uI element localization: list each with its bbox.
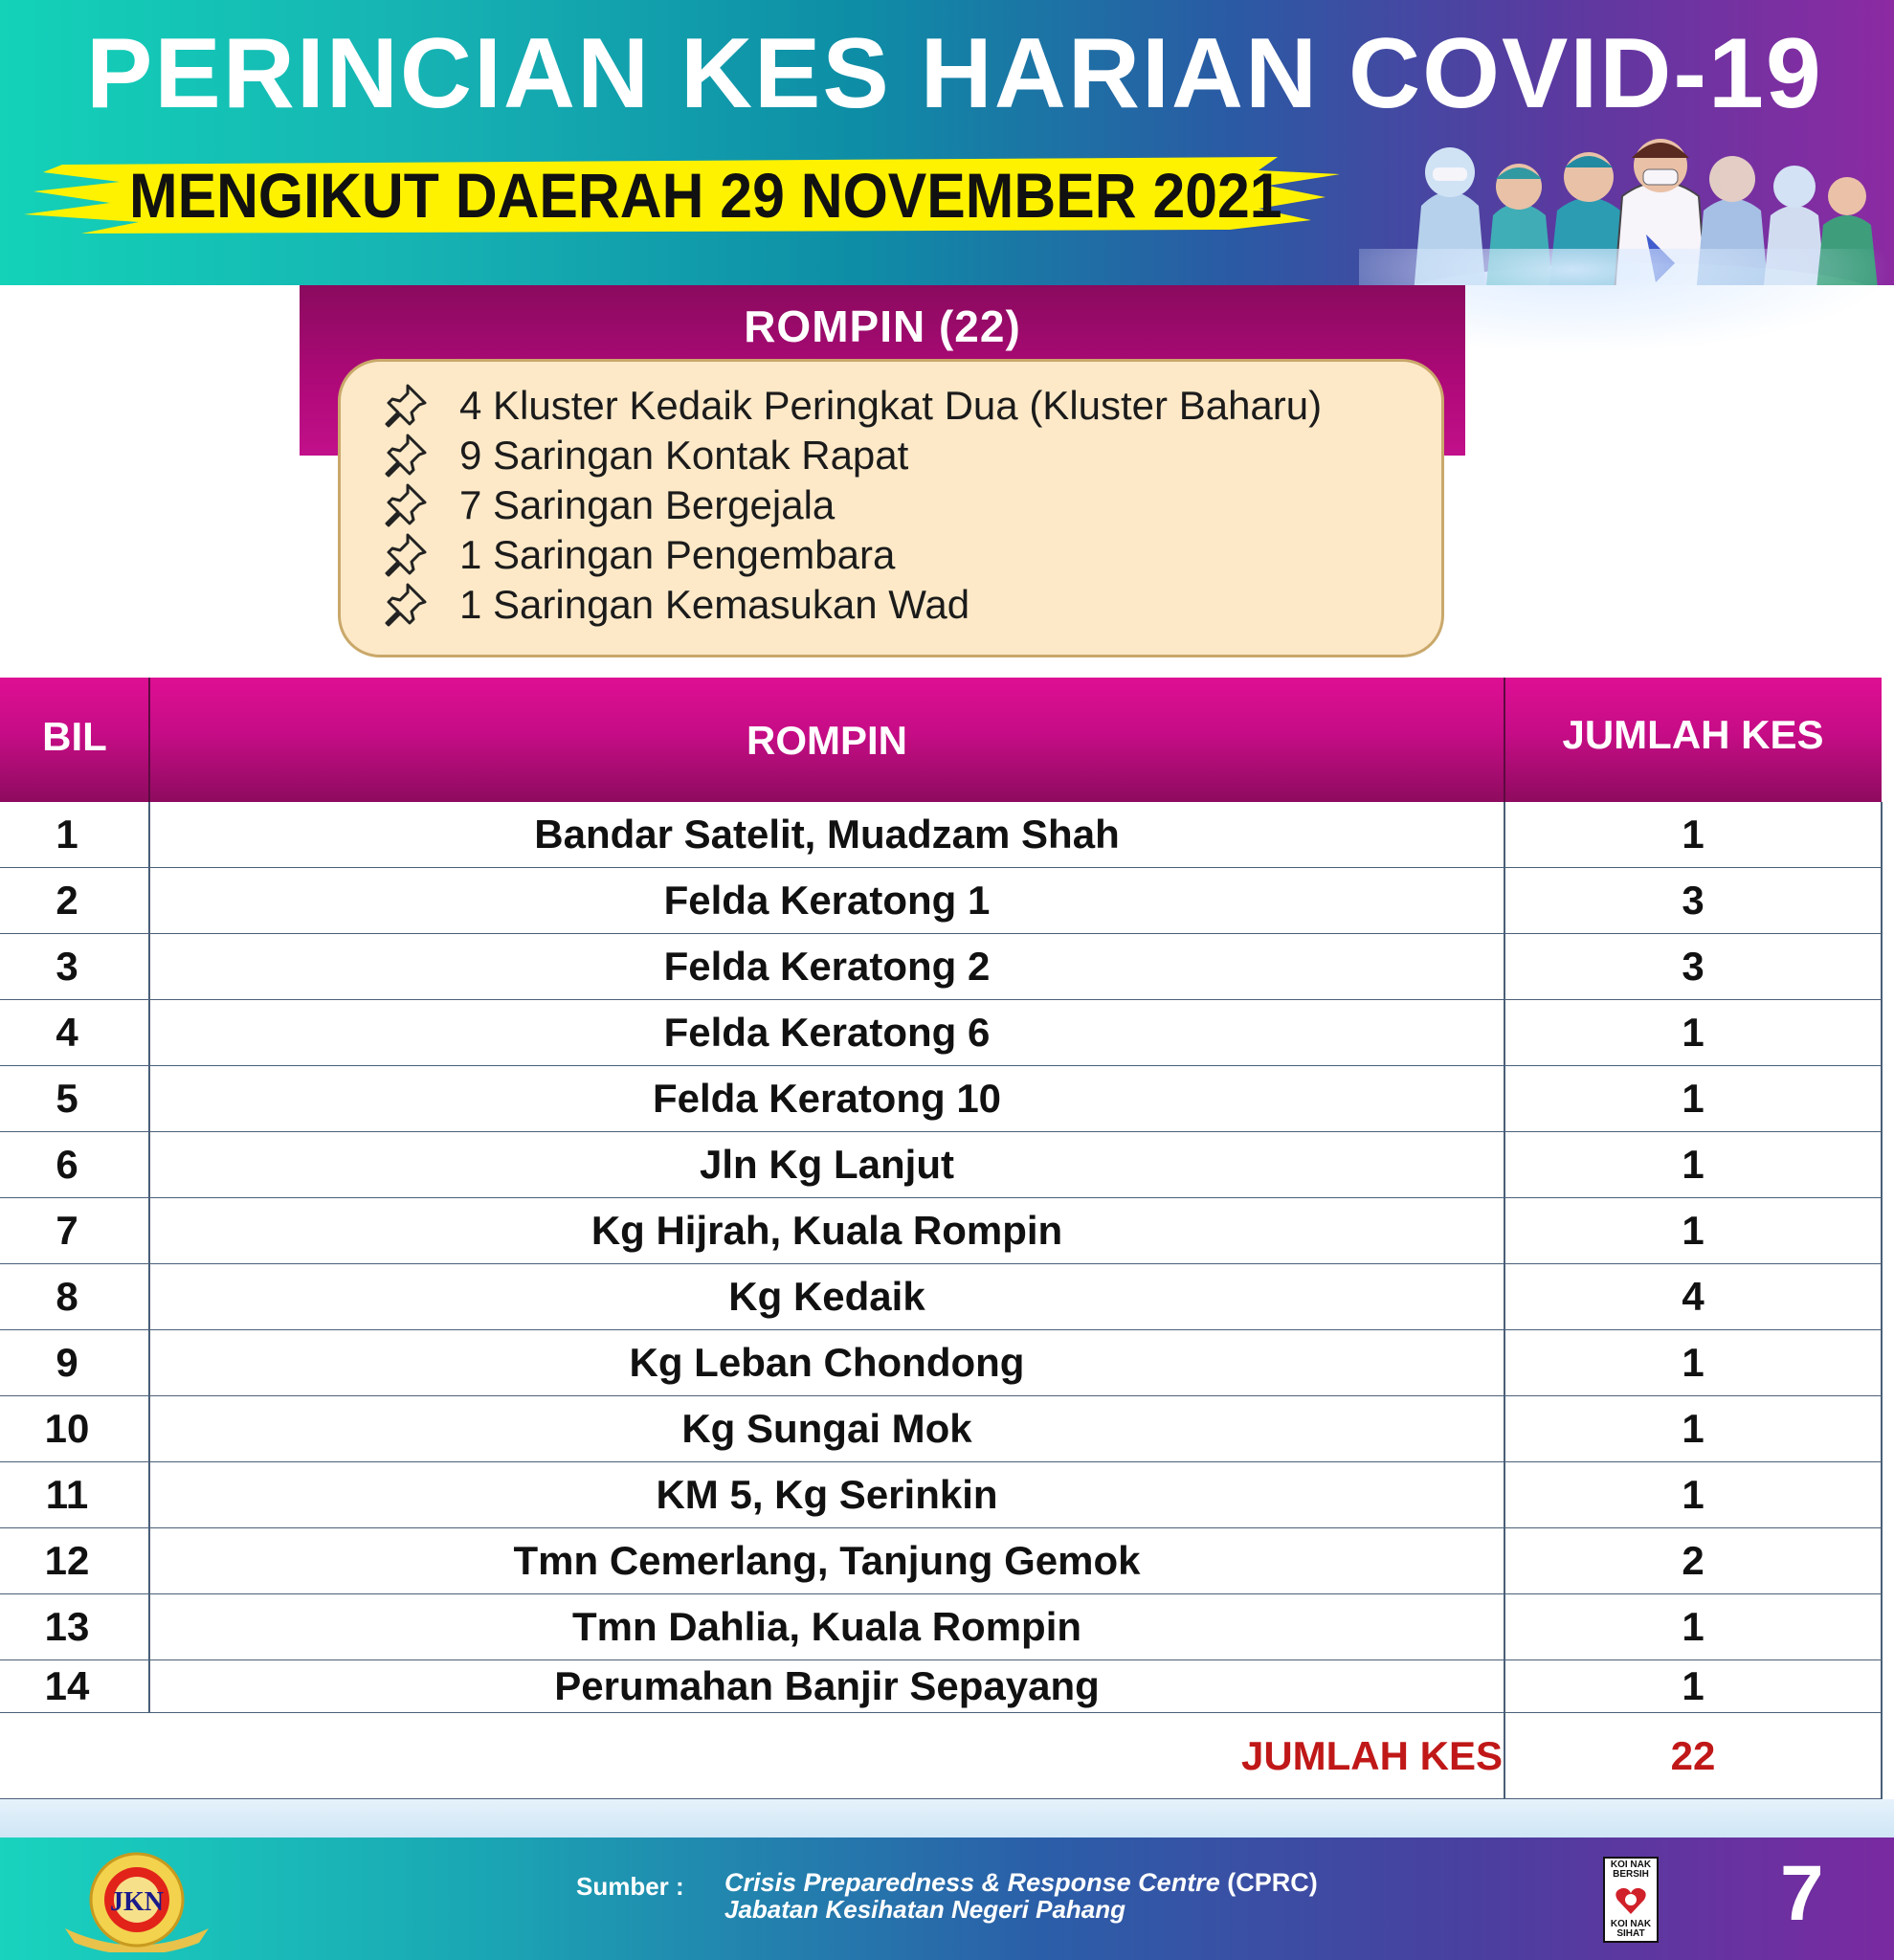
- cell-count: 1: [1682, 812, 1705, 857]
- cell-bil: 14: [44, 1663, 90, 1708]
- subtitle-highlight: [24, 153, 1345, 235]
- page-title: PERINCIAN KES HARIAN COVID-19: [86, 18, 1823, 129]
- table-row: [0, 1462, 1882, 1528]
- table-row: [0, 1528, 1882, 1594]
- summary-item: [379, 530, 895, 580]
- cell-location: Felda Keratong 10: [652, 1076, 1002, 1121]
- badge-top-text: KOI NAK BERSIH: [1610, 1860, 1652, 1880]
- badge-bottom-text: KOI NAK SIHAT: [1610, 1919, 1652, 1939]
- cell-bil: 9: [56, 1340, 78, 1385]
- summary-item-text: 7 Saringan Bergejala: [459, 482, 836, 527]
- cell-count: 1: [1682, 1604, 1705, 1649]
- source-dept: Jabatan Kesihatan Negeri Pahang: [724, 1895, 1126, 1924]
- cell-bil: 7: [56, 1208, 78, 1253]
- table-row: [0, 1000, 1882, 1066]
- source-label: Sumber :: [576, 1872, 684, 1901]
- column-header-count: JUMLAH KES: [1562, 712, 1824, 757]
- page-number: 7: [1780, 1850, 1824, 1937]
- cell-bil: 1: [56, 812, 78, 857]
- total-row: [0, 1713, 1882, 1799]
- cell-location: Kg Hijrah, Kuala Rompin: [590, 1208, 1063, 1253]
- cell-location: Perumahan Banjir Sepayang: [554, 1663, 1100, 1708]
- cell-count: 1: [1682, 1076, 1705, 1121]
- table-row: [0, 1264, 1882, 1330]
- cell-bil: 11: [45, 1472, 89, 1517]
- cell-count: 1: [1682, 1010, 1705, 1055]
- cell-count: 1: [1682, 1663, 1705, 1708]
- cell-count: 1: [1682, 1340, 1705, 1385]
- page-subtitle: MENGIKUT DAERAH 29 NOVEMBER 2021: [129, 160, 1282, 231]
- cell-bil: 10: [44, 1406, 90, 1451]
- column-header-bil: BIL: [42, 714, 107, 759]
- cell-bil: 4: [56, 1010, 78, 1055]
- table-row: [0, 868, 1882, 934]
- cell-bil: 12: [44, 1538, 90, 1583]
- summary-item: [379, 381, 1322, 431]
- cell-bil: 8: [56, 1274, 78, 1319]
- summary-item-text: 4 Kluster Kedaik Peringkat Dua (Kluster Baharu): [459, 383, 1323, 428]
- cell-location: Tmn Cemerlang, Tanjung Gemok: [513, 1538, 1141, 1583]
- summary-card: [338, 359, 1444, 657]
- pushpin-icon: [379, 479, 431, 531]
- cell-location: Kg Kedaik: [728, 1274, 925, 1319]
- table-row: [0, 1396, 1882, 1462]
- cell-bil: 6: [56, 1142, 78, 1187]
- table-right-border: [1881, 802, 1883, 1799]
- source-org: Crisis Preparedness & Response Centre: [724, 1868, 1220, 1897]
- cell-location: Kg Leban Chondong: [629, 1340, 1025, 1385]
- cell-location: Tmn Dahlia, Kuala Rompin: [571, 1604, 1082, 1649]
- cell-location: Felda Keratong 1: [663, 878, 991, 923]
- logo-text: JKN: [110, 1887, 164, 1917]
- cell-location: Kg Sungai Mok: [681, 1406, 972, 1451]
- table-row: [0, 934, 1882, 1000]
- summary-item-text: 9 Saringan Kontak Rapat: [459, 433, 909, 478]
- cell-location: Jln Kg Lanjut: [700, 1142, 954, 1187]
- total-label: JUMLAH KES: [1240, 1733, 1503, 1778]
- source-abbr: (CPRC): [1227, 1868, 1318, 1897]
- summary-item: [379, 431, 908, 480]
- table-row: [0, 1198, 1882, 1264]
- pushpin-icon: [379, 380, 431, 432]
- table-row: [0, 1660, 1882, 1713]
- cell-location: Felda Keratong 2: [663, 944, 991, 989]
- total-value: 22: [1670, 1733, 1716, 1778]
- cell-bil: 2: [56, 878, 78, 923]
- table-row: [0, 1330, 1882, 1396]
- pushpin-icon: [379, 529, 431, 581]
- cell-location: Felda Keratong 6: [663, 1010, 991, 1055]
- summary-item-text: 1 Saringan Kemasukan Wad: [459, 582, 970, 627]
- pushpin-icon: [379, 430, 431, 481]
- header-banner: [0, 0, 1894, 285]
- cell-count: 1: [1682, 1208, 1705, 1253]
- summary-item-text: 1 Saringan Pengembara: [459, 532, 896, 577]
- cell-location: Bandar Satelit, Muadzam Shah: [534, 812, 1120, 857]
- table-header: [0, 678, 1882, 802]
- column-header-location: ROMPIN: [746, 718, 907, 763]
- summary-item: [379, 480, 835, 530]
- jkn-logo: [56, 1847, 218, 1952]
- column-divider: [1504, 802, 1505, 1799]
- heart-icon: [1615, 1885, 1647, 1916]
- cell-location: KM 5, Kg Serinkin: [656, 1472, 998, 1517]
- pushpin-icon: [379, 579, 431, 631]
- cell-bil: 13: [44, 1604, 90, 1649]
- cell-count: 3: [1682, 878, 1705, 923]
- cell-count: 1: [1682, 1142, 1705, 1187]
- footer-bar: [0, 1838, 1894, 1960]
- cell-count: 1: [1682, 1406, 1705, 1451]
- table-row: [0, 1066, 1882, 1132]
- cell-bil: 5: [56, 1076, 78, 1121]
- footer-fade: [0, 1799, 1894, 1838]
- cell-count: 2: [1682, 1538, 1705, 1583]
- summary-title: ROMPIN (22): [744, 301, 1021, 351]
- table-row: [0, 1594, 1882, 1660]
- source-org-line: [724, 1868, 1318, 1898]
- column-divider: [148, 802, 150, 1713]
- koi-nak-sihat-badge: [1603, 1857, 1659, 1943]
- table-row: [0, 802, 1882, 868]
- cell-count: 3: [1682, 944, 1705, 989]
- cell-count: 1: [1682, 1472, 1705, 1517]
- summary-item: [379, 580, 969, 630]
- table-row: [0, 1132, 1882, 1198]
- cell-count: 4: [1682, 1274, 1705, 1319]
- cell-bil: 3: [56, 944, 78, 989]
